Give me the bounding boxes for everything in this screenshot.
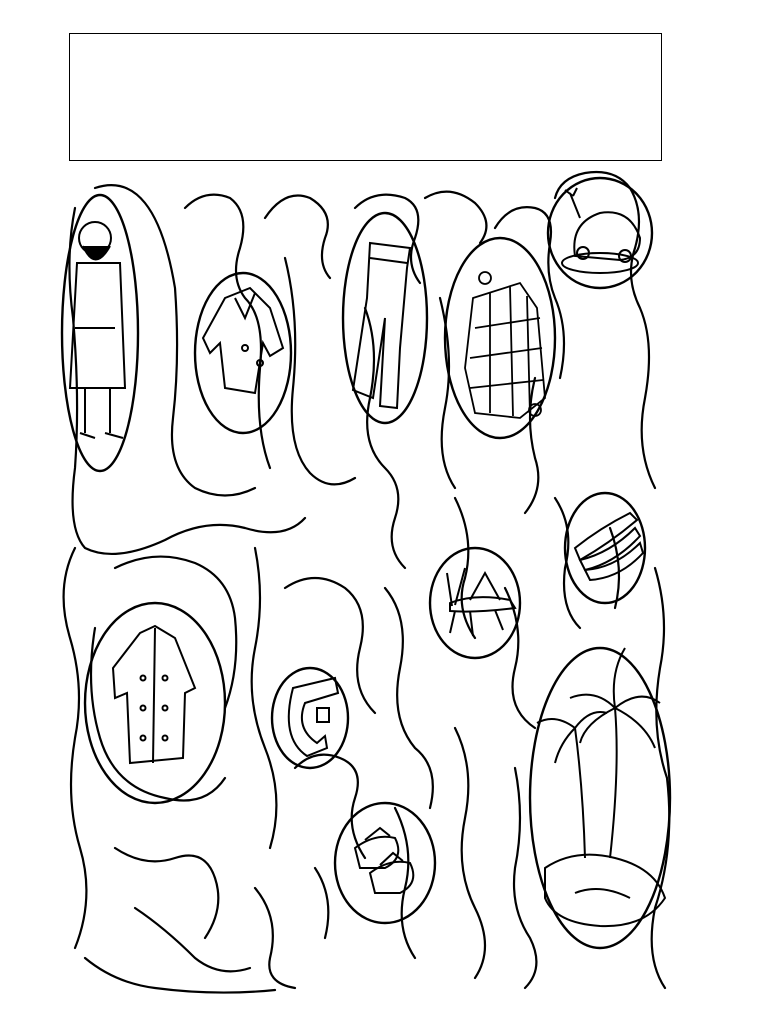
roast-chicken-icon: [562, 188, 640, 273]
maze-wall: [252, 548, 277, 848]
maze-wall: [652, 568, 670, 988]
maze-wall: [64, 548, 87, 948]
maze-wall: [115, 557, 236, 708]
maze: [55, 168, 675, 998]
sandals-icon: [355, 828, 413, 893]
maze-wall: [315, 868, 328, 938]
maze-wall: [135, 908, 250, 971]
maze-wall: [95, 185, 255, 495]
bananas-icon: [575, 513, 643, 580]
maze-wall: [365, 308, 405, 568]
bubble-honeycomb: [445, 238, 555, 438]
john-the-baptist-icon: [70, 222, 125, 438]
shirt-icon: [203, 288, 283, 393]
maze-wall: [355, 195, 420, 283]
maze-wall: [555, 172, 655, 488]
maze-wall: [265, 196, 330, 279]
bubble-grasshopper: [430, 548, 520, 658]
maze-wall: [115, 848, 218, 938]
header-box: [69, 33, 662, 161]
grasshopper-icon: [447, 568, 515, 636]
maze-wall: [385, 588, 433, 808]
maze-wall: [295, 755, 365, 858]
bubble-bananas: [565, 493, 645, 603]
maze-wall: [455, 728, 485, 978]
maze-wall: [285, 578, 375, 713]
maze-wall: [69, 208, 305, 554]
bubble-sandals: [335, 803, 435, 923]
palm-island-icon: [537, 648, 665, 926]
bubble-chicken: [548, 178, 652, 288]
maze-wall: [85, 958, 275, 993]
honeycomb-icon: [465, 272, 545, 418]
bubble-island: [530, 648, 670, 948]
pants-icon: [353, 243, 410, 408]
maze-wall: [525, 378, 538, 513]
coat-icon: [113, 626, 195, 763]
belt-icon: [289, 678, 338, 756]
maze-wall: [514, 768, 536, 988]
maze-wall: [255, 888, 295, 988]
maze-wall: [425, 192, 486, 243]
